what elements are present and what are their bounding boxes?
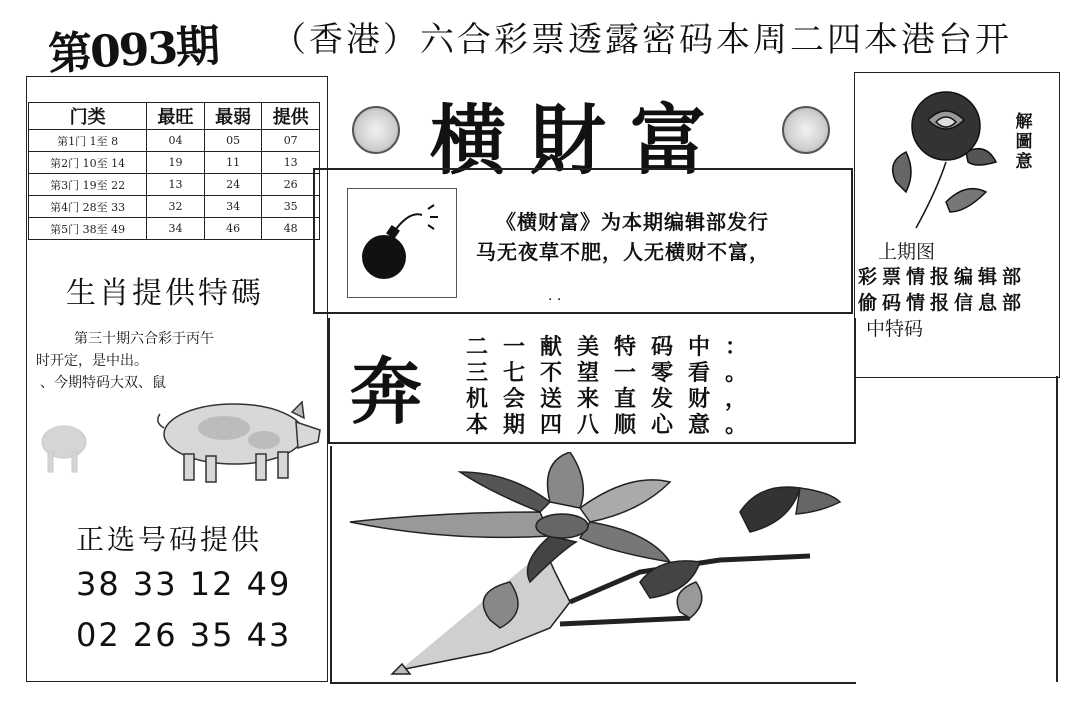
intro-text: 《横财富》为本期编辑部发行 [496,210,769,234]
table-cell: 05 [204,130,262,152]
table-header-cell: 门类 [29,103,147,130]
table-cell: 46 [204,218,262,240]
table-cell: 32 [147,196,205,218]
table-cell: 24 [204,174,262,196]
picks-title: 正选号码提供 [76,523,263,556]
table-cell: 48 [262,218,320,240]
magnolia-illustration [340,452,846,678]
table-header-row [29,103,320,130]
zodiac-note: 第三十期六合彩于丙午 [74,331,214,347]
table-row [29,218,320,240]
table-row [29,174,320,196]
last-issue-label: 上期图 [878,241,936,263]
side-label: 解圖意 [1015,112,1033,172]
intro-text: 马无夜草不肥，人无横财不富， [476,240,770,264]
table-cell: 19 [147,152,205,174]
poem-line: 二一献美特码中： [466,334,763,360]
main-title: 横財富 [430,96,730,185]
poem-line: 三七不望一零看。 [466,360,763,386]
table-cell: 第1门 1至 8 [29,130,147,152]
table-cell: 第5门 38至 49 [29,218,147,240]
department-name: 彩票情报编辑部 [858,266,1027,288]
table-header-cell: 最弱 [204,103,262,130]
table-row [29,130,320,152]
coin-icon [352,106,400,154]
picks-numbers: 02 26 35 43 [76,616,292,654]
coin-icon [782,106,830,154]
table-cell: 34 [147,218,205,240]
table-row [29,196,320,218]
issue-number: 第093期 [47,20,220,81]
table-cell: 13 [262,152,320,174]
zodiac-note: 、今期特码大双、鼠 [40,375,166,391]
intro-dots: . . [548,288,562,304]
table-cell: 第4门 28至 33 [29,196,147,218]
number-table [28,102,320,240]
special-code-label: 中特码 [866,318,924,340]
picks-numbers: 38 33 12 49 [76,565,292,603]
table-cell: 11 [204,152,262,174]
zodiac-note: 时开定，是中出。 [36,353,148,369]
table-cell: 07 [262,130,320,152]
table-cell: 第2门 10至 14 [29,152,147,174]
table-cell: 04 [147,130,205,152]
table-cell: 13 [147,174,205,196]
poem-line: 机会送来直发财， [466,386,763,412]
table-header-cell: 最旺 [147,103,205,130]
table-header-cell: 提供 [262,103,320,130]
table-row [29,152,320,174]
right-divider [1056,376,1058,682]
table-cell: 35 [262,196,320,218]
bomb-icon [348,189,456,297]
zodiac-title: 生肖提供特碼 [66,276,264,311]
pig-illustration [34,392,326,492]
department-name: 偷码情报信息部 [858,292,1027,314]
headline: （香港）六合彩票透露密码本周二四本港台开 [272,20,1012,60]
table-cell: 第3门 19至 22 [29,174,147,196]
bomb-frame [347,188,457,298]
table-cell: 34 [204,196,262,218]
poem-key-character: 奔 [350,349,423,434]
poem-line: 本期四八顺心意。 [466,412,763,438]
rose-illustration [876,82,1016,230]
table-cell: 26 [262,174,320,196]
